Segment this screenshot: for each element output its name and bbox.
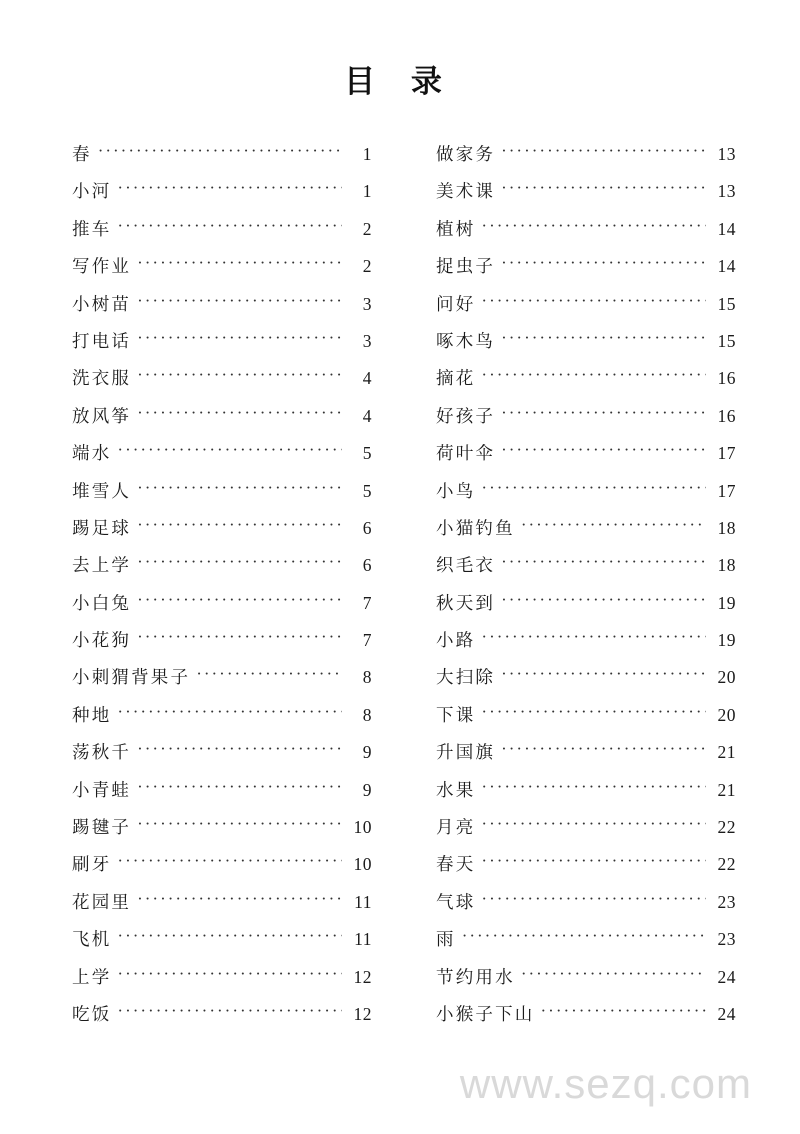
toc-entry[interactable] — [72, 143, 372, 180]
toc-entry-page: 7 — [362, 592, 372, 613]
toc-entry-page: 23 — [717, 929, 736, 950]
toc-entry[interactable] — [436, 554, 736, 591]
watermark: www.sezq.com — [459, 1060, 752, 1107]
toc-entry[interactable] — [436, 405, 736, 442]
toc-entry[interactable] — [436, 143, 736, 180]
toc-entry-label: 小树苗 — [72, 293, 132, 314]
toc-entry-page: 10 — [353, 854, 372, 875]
toc-entry-label: 植树 — [436, 218, 476, 239]
toc-entry-label: 放风筝 — [72, 405, 132, 426]
toc-entry-page: 21 — [717, 742, 736, 763]
toc-entry-label: 小花狗 — [72, 630, 132, 651]
toc-entry[interactable] — [72, 218, 372, 255]
toc-entry-label: 月亮 — [436, 817, 476, 838]
toc-entry[interactable] — [436, 480, 736, 517]
toc-entry-page: 9 — [362, 742, 372, 763]
toc-entry-label: 上学 — [72, 966, 112, 987]
leader-dots — [137, 330, 342, 347]
leader-dots — [117, 1003, 342, 1020]
leader-dots — [462, 928, 706, 945]
toc-entry-label: 推车 — [72, 218, 112, 239]
toc-entry-label: 水果 — [436, 779, 476, 800]
toc-entry-page: 23 — [717, 891, 736, 912]
toc-entry-label: 啄木鸟 — [436, 330, 496, 351]
leader-dots — [117, 704, 342, 721]
toc-entry-page: 1 — [362, 181, 372, 202]
toc-entry-page: 5 — [362, 480, 372, 501]
toc-entry[interactable] — [436, 629, 736, 666]
toc-entry[interactable] — [72, 554, 372, 591]
toc-entry[interactable] — [72, 592, 372, 629]
leader-dots — [481, 704, 706, 721]
toc-entry[interactable] — [72, 405, 372, 442]
toc-entry[interactable] — [72, 367, 372, 404]
toc-entry[interactable] — [436, 517, 736, 554]
toc-entry[interactable] — [72, 853, 372, 890]
toc-entry[interactable] — [72, 517, 372, 554]
toc-entry-page: 15 — [717, 293, 736, 314]
leader-dots — [137, 554, 342, 571]
toc-entry-label: 大扫除 — [436, 667, 496, 688]
toc-entry-page: 9 — [362, 779, 372, 800]
leader-dots — [481, 629, 706, 646]
leader-dots — [137, 255, 342, 272]
toc-entry-page: 15 — [717, 330, 736, 351]
leader-dots — [137, 592, 342, 609]
toc-entry[interactable] — [436, 180, 736, 217]
toc-entry-label: 小猴子下山 — [436, 1003, 535, 1024]
leader-dots — [501, 442, 706, 459]
leader-dots — [501, 741, 706, 758]
toc-entry[interactable] — [436, 966, 736, 1003]
toc-entry[interactable] — [72, 255, 372, 292]
toc-entry[interactable] — [72, 741, 372, 778]
toc-entry-page: 16 — [717, 368, 736, 389]
toc-entry-label: 雨 — [436, 929, 456, 950]
toc-entry[interactable] — [436, 255, 736, 292]
toc-entry-label: 升国旗 — [436, 742, 496, 763]
toc-entry[interactable] — [72, 816, 372, 853]
toc-entry[interactable] — [436, 592, 736, 629]
toc-entry-page: 21 — [717, 779, 736, 800]
leader-dots — [481, 367, 706, 384]
toc-entry-label: 写作业 — [72, 256, 132, 277]
leader-dots — [481, 480, 706, 497]
toc-entry[interactable] — [72, 928, 372, 965]
toc-entry[interactable] — [72, 180, 372, 217]
toc-entry[interactable] — [72, 1003, 372, 1040]
toc-entry-page: 11 — [354, 891, 372, 912]
leader-dots — [196, 666, 342, 683]
toc-entry-page: 14 — [717, 218, 736, 239]
toc-entry-page: 20 — [717, 667, 736, 688]
toc-entry-label: 去上学 — [72, 555, 132, 576]
leader-dots — [481, 853, 706, 870]
toc-entry-page: 2 — [362, 218, 372, 239]
leader-dots — [521, 517, 706, 534]
toc-entry-page: 17 — [717, 480, 736, 501]
leader-dots — [117, 966, 342, 983]
leader-dots — [137, 480, 342, 497]
toc-entry-page: 16 — [717, 405, 736, 426]
leader-dots — [137, 367, 342, 384]
toc-entry-label: 节约用水 — [436, 966, 515, 987]
toc-entry-label: 打电话 — [72, 330, 132, 351]
toc-entry-page: 10 — [353, 817, 372, 838]
toc-entry[interactable] — [72, 891, 372, 928]
toc-entry-page: 8 — [362, 704, 372, 725]
page-title: 目 录 — [344, 64, 456, 99]
toc-entry-page: 4 — [362, 368, 372, 389]
leader-dots — [117, 442, 342, 459]
toc-entry-label: 小白兔 — [72, 592, 132, 613]
toc-entry-page: 3 — [362, 293, 372, 314]
leader-dots — [137, 293, 342, 310]
toc-entry-label: 小刺猬背果子 — [72, 667, 191, 688]
leader-dots — [481, 816, 706, 833]
leader-dots — [501, 554, 706, 571]
leader-dots — [117, 218, 342, 235]
toc-entry-page: 19 — [717, 592, 736, 613]
toc-entry-label: 小青蛙 — [72, 779, 132, 800]
toc-entry-label: 春天 — [436, 854, 476, 875]
leader-dots — [117, 180, 342, 197]
toc-entry[interactable] — [436, 928, 736, 965]
leader-dots — [501, 666, 706, 683]
leader-dots — [541, 1003, 707, 1020]
toc-entry[interactable] — [436, 779, 736, 816]
toc-entry[interactable] — [72, 779, 372, 816]
toc-entry-label: 捉虫子 — [436, 256, 496, 277]
leader-dots — [137, 629, 342, 646]
toc-entry-label: 堆雪人 — [72, 480, 132, 501]
toc-entry-label: 踢毽子 — [72, 817, 132, 838]
toc-entry[interactable] — [436, 666, 736, 703]
toc-entry-page: 20 — [717, 704, 736, 725]
toc-entry-page: 19 — [717, 630, 736, 651]
toc-entry-label: 刷牙 — [72, 854, 112, 875]
toc-entry[interactable] — [436, 891, 736, 928]
toc-entry-label: 问好 — [436, 293, 476, 314]
toc-entry[interactable] — [72, 666, 372, 703]
toc-entry-page: 13 — [717, 144, 736, 164]
toc-entry[interactable] — [72, 629, 372, 666]
toc-entry[interactable] — [72, 293, 372, 330]
toc-entry-label: 小河 — [72, 181, 112, 202]
leader-dots — [501, 143, 706, 160]
toc-entry[interactable] — [72, 480, 372, 517]
leader-dots — [137, 405, 342, 422]
toc-entry[interactable] — [436, 293, 736, 330]
leader-dots — [481, 218, 706, 235]
toc-entry-label: 踢足球 — [72, 517, 132, 538]
toc-entry[interactable] — [436, 218, 736, 255]
leader-dots — [521, 966, 706, 983]
toc-entry-page: 12 — [353, 966, 372, 987]
leader-dots — [98, 143, 342, 160]
toc-entry-page: 3 — [362, 330, 372, 351]
leader-dots — [501, 330, 706, 347]
toc-entry-label: 洗衣服 — [72, 368, 132, 389]
toc-right-column — [436, 143, 736, 1040]
toc-entry-label: 吃饭 — [72, 1003, 112, 1024]
toc-entry-page: 6 — [362, 517, 372, 538]
leader-dots — [137, 741, 342, 758]
toc-entry-label: 端水 — [72, 443, 112, 464]
toc-entry-label: 美术课 — [436, 181, 496, 202]
leader-dots — [137, 517, 342, 534]
toc-entry[interactable] — [436, 367, 736, 404]
toc-entry-label: 小鸟 — [436, 480, 476, 501]
toc-entry-page: 14 — [717, 256, 736, 277]
toc-entry[interactable] — [72, 966, 372, 1003]
toc-entry-label: 做家务 — [436, 144, 496, 164]
toc-entry-page: 1 — [362, 144, 372, 164]
leader-dots — [481, 293, 706, 310]
toc-entry-page: 2 — [362, 256, 372, 277]
toc-entry-page: 4 — [362, 405, 372, 426]
toc-entry-label: 织毛衣 — [436, 555, 496, 576]
leader-dots — [137, 779, 342, 796]
toc-entry-label: 摘花 — [436, 368, 476, 389]
toc-entry[interactable] — [72, 442, 372, 479]
toc-entry-page: 18 — [717, 555, 736, 576]
leader-dots — [501, 255, 706, 272]
leader-dots — [501, 592, 706, 609]
toc-entry-label: 荷叶伞 — [436, 443, 496, 464]
toc-entry-page: 5 — [362, 443, 372, 464]
toc-entry-label: 花园里 — [72, 891, 132, 912]
toc-entry-page: 17 — [717, 443, 736, 464]
toc-entry[interactable] — [436, 741, 736, 778]
leader-dots — [481, 891, 706, 908]
toc-entry-page: 11 — [354, 929, 372, 950]
toc-entry-page: 8 — [362, 667, 372, 688]
toc-left-column — [72, 143, 372, 1040]
toc-entry[interactable] — [436, 816, 736, 853]
toc-entry[interactable] — [72, 330, 372, 367]
toc-entry-page: 13 — [717, 181, 736, 202]
toc-entry-page: 24 — [717, 966, 736, 987]
leader-dots — [137, 816, 342, 833]
toc-entry[interactable] — [436, 853, 736, 890]
toc-entry-label: 小路 — [436, 630, 476, 651]
toc-entry-page: 6 — [362, 555, 372, 576]
toc-entry[interactable] — [436, 442, 736, 479]
toc-entry-label: 下课 — [436, 704, 476, 725]
toc-entry-label: 春 — [72, 144, 92, 164]
toc-entry-label: 种地 — [72, 704, 112, 725]
toc-entry-page: 12 — [353, 1003, 372, 1024]
toc-entry-page: 22 — [717, 854, 736, 875]
leader-dots — [501, 180, 706, 197]
toc-entry[interactable] — [436, 1003, 736, 1040]
toc-entry-page: 22 — [717, 817, 736, 838]
toc-entry-label: 荡秋千 — [72, 742, 132, 763]
leader-dots — [137, 891, 342, 908]
leader-dots — [117, 853, 342, 870]
leader-dots — [117, 928, 342, 945]
toc-entry[interactable] — [436, 704, 736, 741]
leader-dots — [501, 405, 706, 422]
toc-entry-label: 飞机 — [72, 929, 112, 950]
toc-entry-label: 小猫钓鱼 — [436, 517, 515, 538]
toc-entry-label: 好孩子 — [436, 405, 496, 426]
toc-entry-page: 18 — [717, 517, 736, 538]
leader-dots — [481, 779, 706, 796]
toc-entry-page: 24 — [717, 1003, 736, 1024]
toc-entry[interactable] — [436, 330, 736, 367]
toc-entry[interactable] — [72, 704, 372, 741]
toc-entry-label: 秋天到 — [436, 592, 496, 613]
toc-entry-label: 气球 — [436, 891, 476, 912]
toc-columns — [0, 143, 800, 1040]
toc-entry-page: 7 — [362, 630, 372, 651]
